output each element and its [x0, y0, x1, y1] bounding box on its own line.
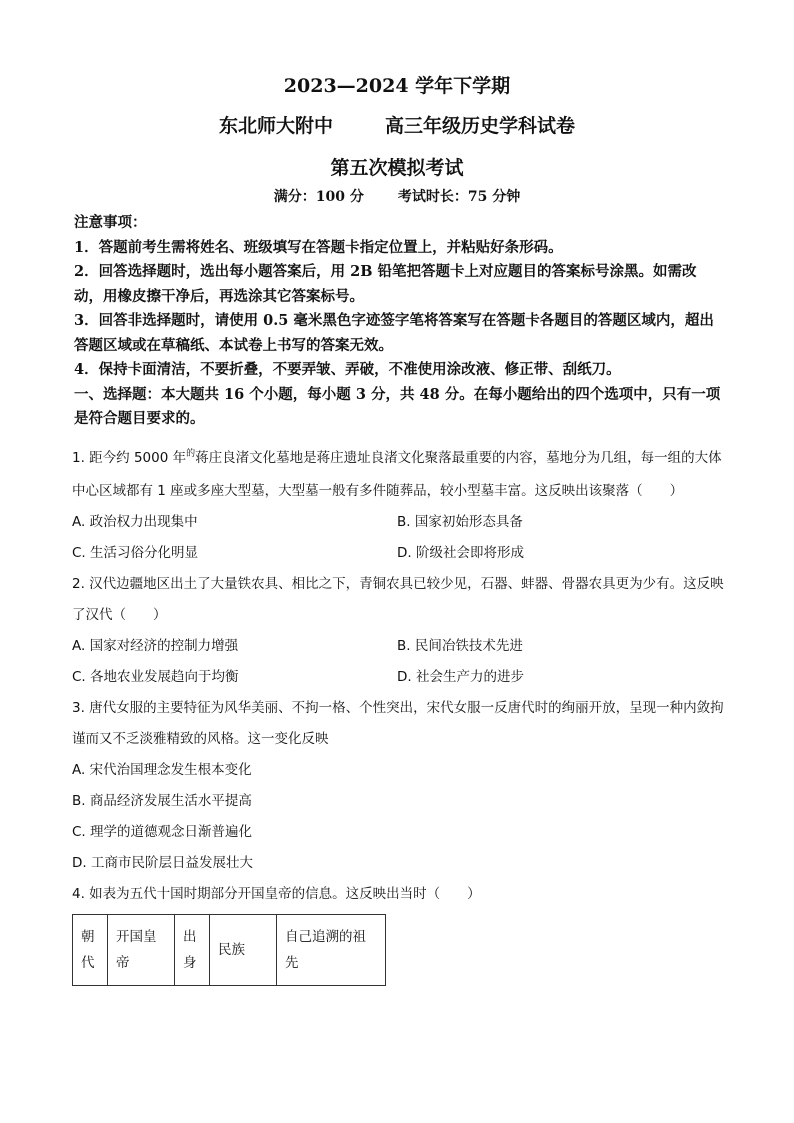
- exam-subtitle: 第五次模拟考试: [330, 157, 464, 179]
- school-name: 东北师大附中: [218, 115, 333, 137]
- question-stem: 3. 唐代女服的主要特征为风华美丽、不拘一格、个性突出，宋代女服一反唐代时的绚丽开放，呈现一种内敛拘谨而又不乏淡雅精致的风格。这一变化反映: [72, 700, 724, 747]
- question-stem: 4. 如表为五代十国时期部分开国皇帝的信息。这反映出当时（ ）: [72, 886, 481, 902]
- exam-meta: [0, 187, 794, 207]
- note-item-3: 3．回答非选择题时，请使用 0.5 毫米黑色字迹签字笔将答案写在答题卡各题目的答题区域内，超出答题区域或在草稿纸、本试卷上书写的答案无效。: [74, 312, 714, 354]
- full-score: 满分：100 分: [273, 189, 364, 205]
- exam-title-line: [0, 114, 794, 138]
- table-header-cell: 民族: [210, 915, 277, 986]
- section-heading: 一、选择题：本大题共 16 个小题，每小题 3 分，共 48 分。在每小题给出的四个选项中，只有一项是符合题目要求的。: [74, 385, 721, 427]
- option-c: C. 理学的道德观念日渐普遍化: [72, 824, 253, 840]
- option-a: A. 国家对经济的控制力增强: [72, 638, 239, 654]
- note-item-4: 4．保持卡面清洁，不要折叠，不要弄皱、弄破，不准使用涂改液、修正带、刮纸刀。: [74, 361, 621, 378]
- option-row: [72, 507, 724, 538]
- option-row: [72, 662, 724, 693]
- question-stem: 2. 汉代边疆地区出土了大量铁农具、相比之下，青铜农具已较少见，石器、蚌器、骨器农具更为少有。这反映了汉代（ ）: [72, 576, 724, 623]
- option-a: A. 宋代治国理念发生根本变化: [72, 762, 252, 778]
- table-header-cell: 出身: [175, 915, 210, 986]
- exam-notes: [74, 211, 724, 432]
- emperor-table: [72, 914, 386, 986]
- question-2: [72, 569, 724, 693]
- exam-name: 高三年级历史学科试卷: [385, 115, 576, 137]
- option-d: D. 阶级社会即将形成: [397, 545, 524, 561]
- option-b: B. 民间冶铁技术先进: [397, 638, 523, 654]
- option-d: D. 社会生产力的进步: [397, 669, 524, 685]
- option-c: C. 各地农业发展趋向于均衡: [72, 669, 239, 685]
- table-header-row: [73, 915, 386, 986]
- question-3: [72, 693, 724, 879]
- note-item-2: 2．回答选择题时，选出每小题答案后，用 2B 铅笔把答题卡上对应题目的答案标号涂黑。如需改动，用橡皮擦干净后，再选涂其它答案标号。: [74, 263, 697, 305]
- question-1: [72, 443, 724, 569]
- note-item-1: 1．答题前考生需将姓名、班级填写在答题卡指定位置上，并粘贴好条形码。: [74, 238, 563, 256]
- exam-duration: 考试时长：75 分钟: [397, 189, 521, 205]
- option-c: C. 生活习俗分化明显: [72, 545, 199, 561]
- table-header-cell: 朝代: [73, 915, 108, 986]
- question-4: [72, 879, 724, 986]
- question-stem: 1. 距今约 5000 年$^的$蒋庄良渚文化墓地是蒋庄遗址良渚文化聚落最重要的内容，墓地分为几组，每一组的大体中心区域都有 1 座或多座大型墓，大型墓一般有多件随葬品，较小型墓丰富。这反映出该聚落（ ）: [72, 449, 722, 499]
- option-row: [72, 631, 724, 662]
- table-header-cell: 自己追溯的祖先: [277, 915, 386, 986]
- notes-heading: 注意事项：: [74, 214, 147, 231]
- option-b: B. 国家初始形态具备: [397, 514, 523, 530]
- question-list: [72, 443, 724, 986]
- table-header-cell: 开国皇帝: [108, 915, 175, 986]
- exam-year-term: 2023—2024 学年下学期: [283, 75, 511, 97]
- option-d: D. 工商市民阶层日益发展壮大: [72, 855, 253, 871]
- option-row: [72, 538, 724, 569]
- option-b: B. 商品经济发展生活水平提高: [72, 793, 252, 809]
- option-a: A. 政治权力出现集中: [72, 514, 198, 530]
